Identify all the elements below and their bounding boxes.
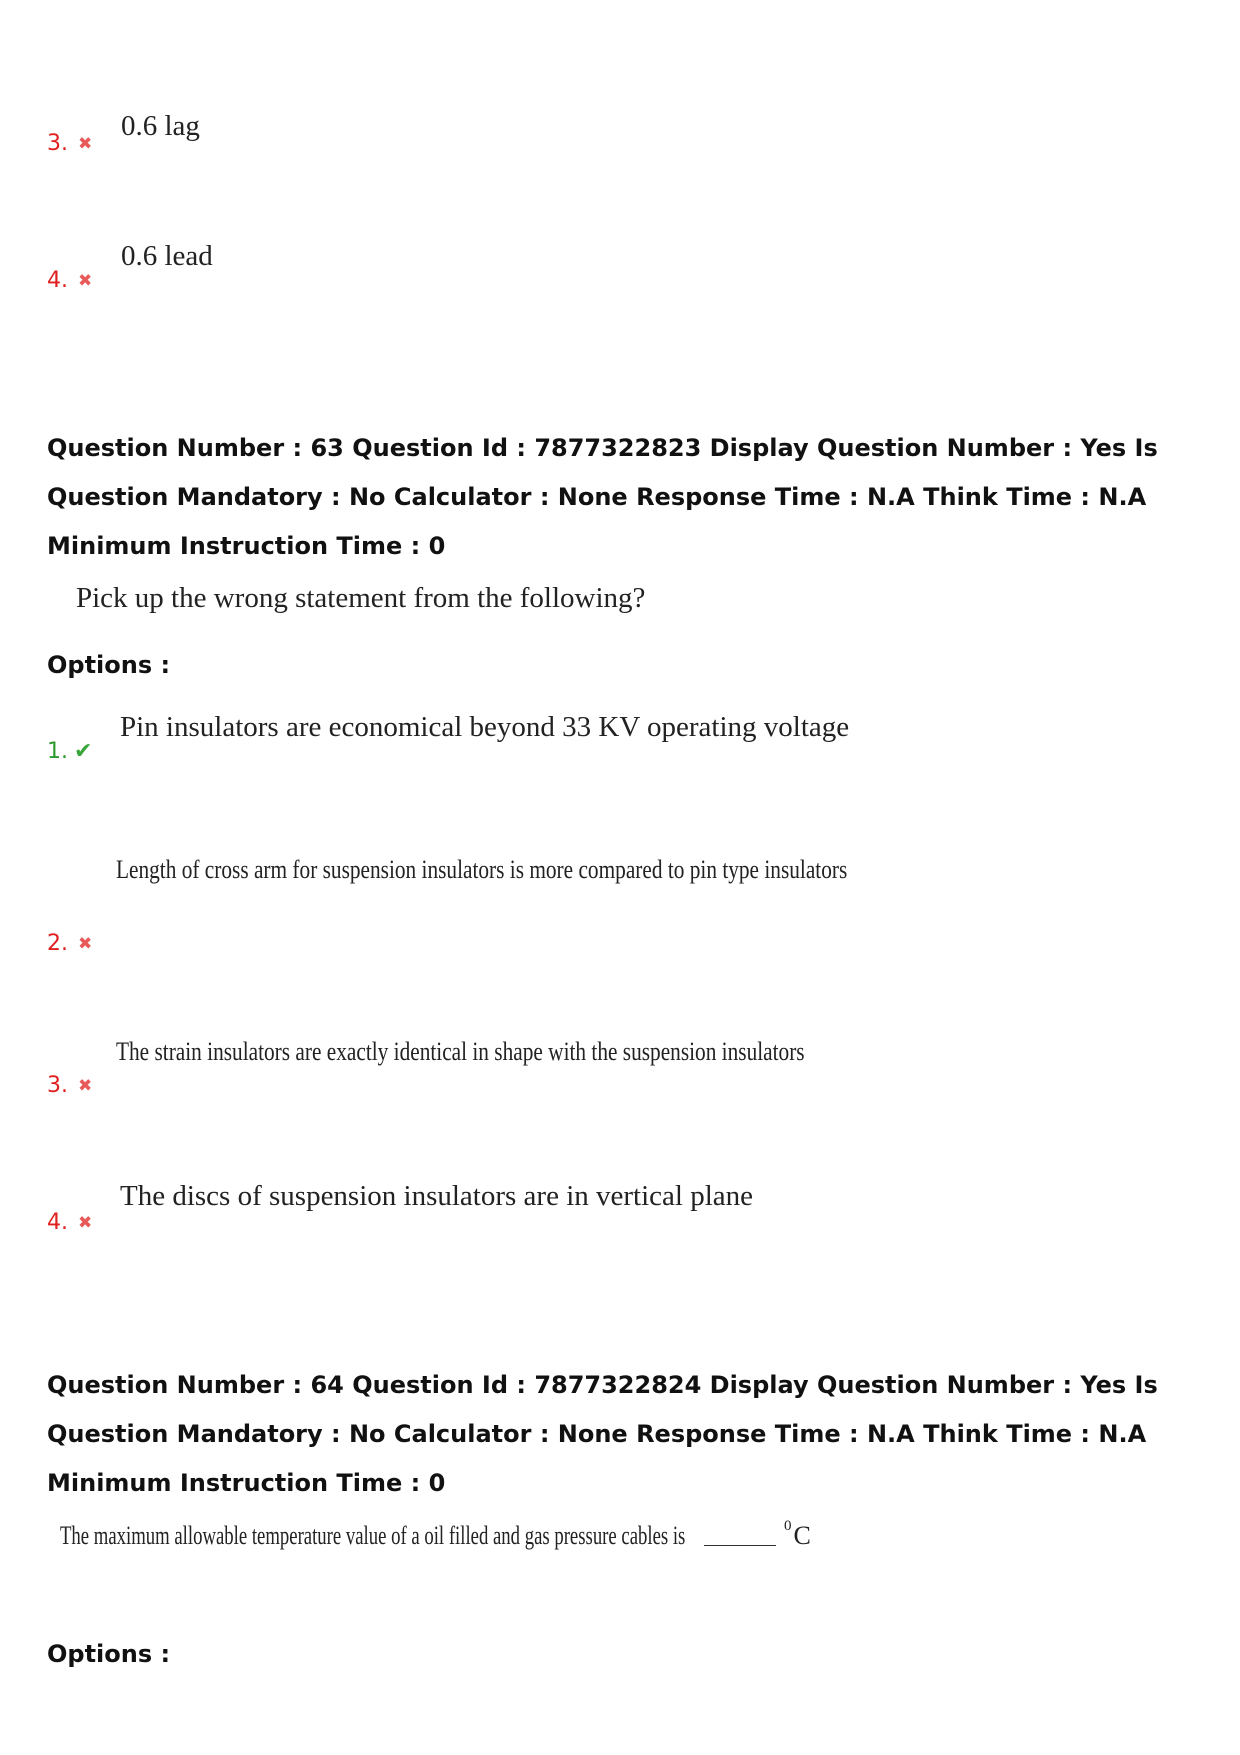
question-text-row — [60, 1518, 811, 1551]
option-number: 1. ✔ — [47, 739, 93, 764]
cross-icon: ✖ — [78, 1076, 93, 1096]
option-text: 0.6 lag — [121, 110, 200, 142]
cross-icon: ✖ — [78, 271, 93, 291]
options-heading: Options : — [47, 1640, 171, 1668]
question-meta: Question Number : 64 Question Id : 7877322824 Display Question Number : Yes Is Question Mandatory : No Calculator : None Response Time : N.A Think Time : N.A Minimum Instruction Time : 0 — [47, 1371, 1158, 1497]
option-text: Pin insulators are economical beyond 33 KV operating voltage — [120, 711, 850, 743]
cross-icon: ✖ — [78, 134, 93, 154]
answer-blank — [704, 1523, 776, 1546]
option-text: The discs of suspension insulators are in vertical plane — [120, 1180, 754, 1212]
options-heading: Options : — [47, 651, 171, 679]
option-number: 4. ✖ — [47, 1210, 93, 1235]
unit-text: C — [793, 1521, 811, 1550]
question-text: The maximum allowable temperature value of a oil filled and gas pressure cables is — [60, 1521, 686, 1550]
question-text: Pick up the wrong statement from the following? — [76, 582, 646, 614]
option-text: The strain insulators are exactly identical in shape with the suspension insulators — [116, 1037, 805, 1066]
cross-icon: ✖ — [78, 934, 93, 954]
option-number: 3. ✖ — [47, 1073, 93, 1098]
cross-icon: ✖ — [78, 1213, 93, 1233]
unit-superscript: 0 — [784, 1518, 792, 1534]
option-number: 2. ✖ — [47, 931, 93, 956]
option-text: 0.6 lead — [121, 240, 213, 272]
check-icon: ✔ — [74, 739, 93, 764]
option-text: Length of cross arm for suspension insulators is more compared to pin type insulators — [116, 855, 848, 884]
option-number: 3. ✖ — [47, 131, 93, 156]
question-meta: Question Number : 63 Question Id : 7877322823 Display Question Number : Yes Is Question Mandatory : No Calculator : None Response Time : N.A Think Time : N.A Minimum Instruction Time : 0 — [47, 434, 1158, 560]
option-number: 4. ✖ — [47, 268, 93, 293]
